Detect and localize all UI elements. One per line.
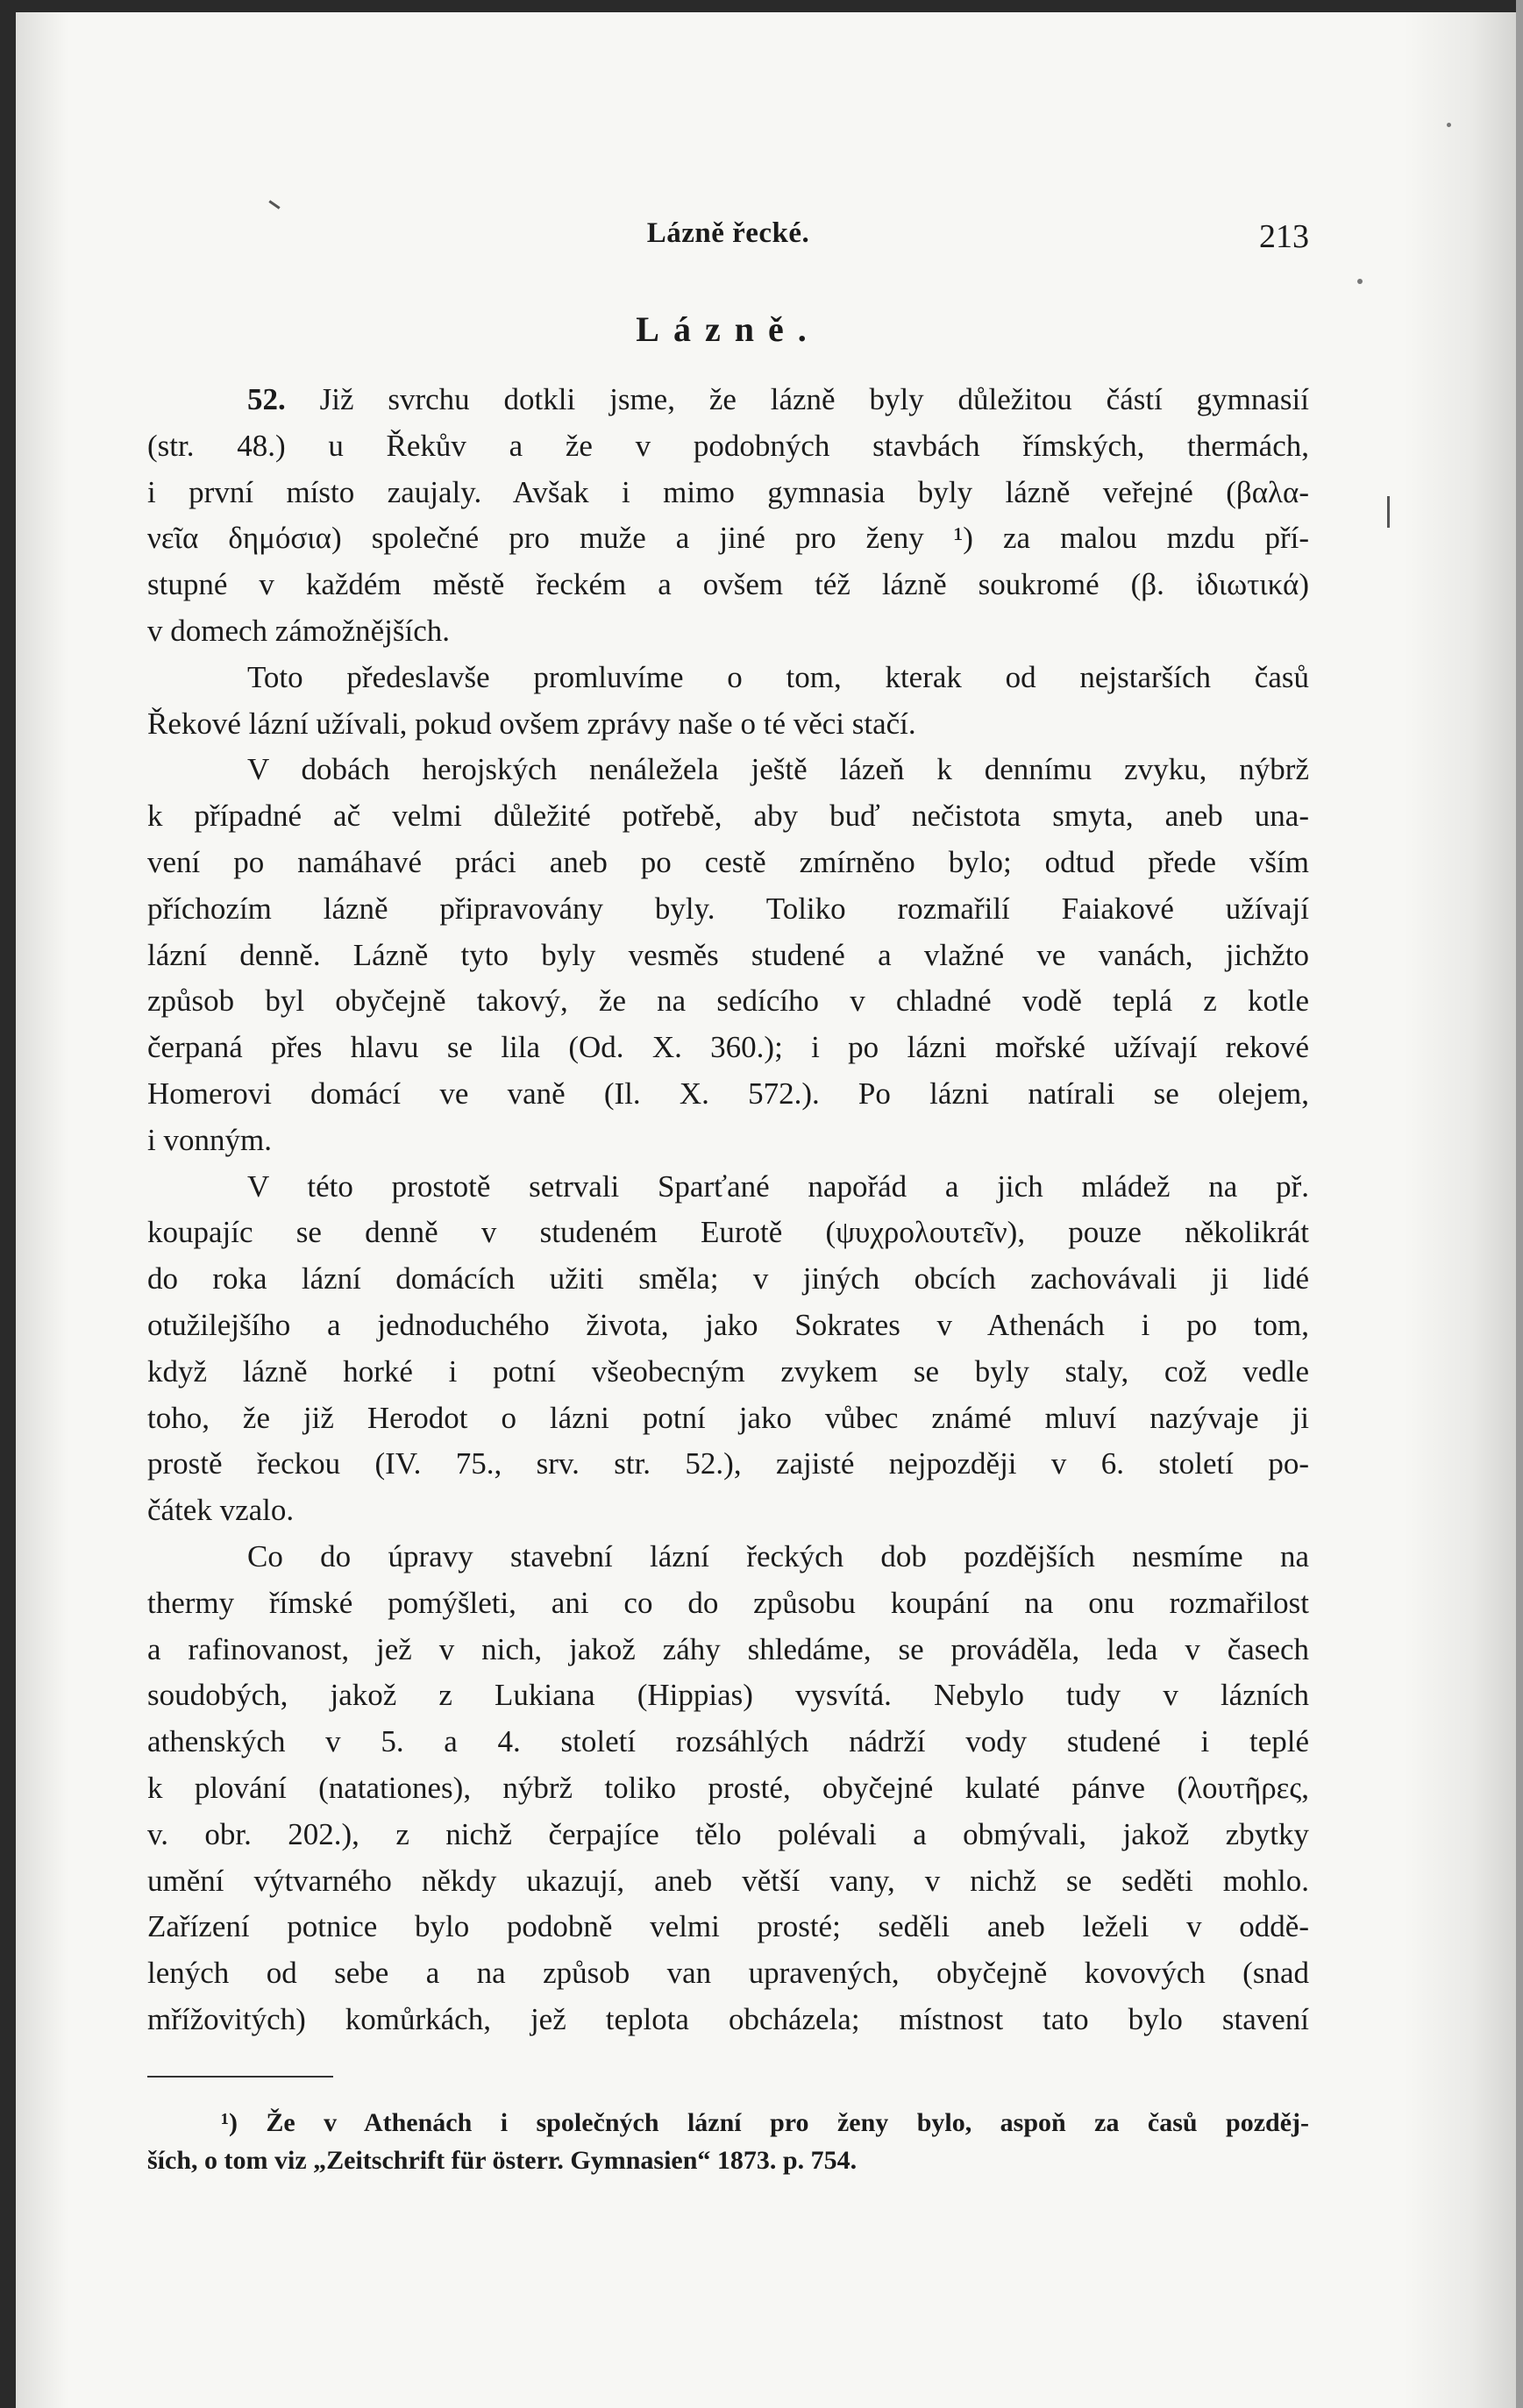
scan-speck — [1357, 279, 1363, 284]
text-line: vení po namáhavé práci aneb po cestě zmírněno bylo; odtud přede vším — [147, 844, 1309, 879]
text-line: Homerovi domácí ve vaně (Il. X. 572.). Po lázni natírali se olejem, — [147, 1076, 1309, 1111]
scan-border-top — [0, 0, 1523, 12]
page-shadow-left — [16, 12, 68, 2408]
footnote-line: ších, o tom viz „Zeitschrift für österr. Gymnasien“ 1873. p. 754. — [147, 2146, 858, 2175]
section-title: Lázně. — [636, 309, 821, 349]
text-line: příchozím lázně připravovány byly. Toliko rozmařilí Faiakové užívají — [147, 891, 1309, 926]
text-line: když lázně horké i potní všeobecným zvykem se byly staly, což vedle — [147, 1353, 1309, 1389]
footnotes — [147, 2104, 1309, 2179]
text-line: athenských v 5. a 4. století rozsáhlých nádrží vody studené i teplé — [147, 1724, 1309, 1759]
running-head: Lázně řecké. — [646, 217, 810, 249]
text-line: lázní denně. Lázně tyto byly vesměs studené a vlažné ve vanách, jichžto — [147, 937, 1309, 972]
text-line: Toto předeslavše promluvíme o tom, kterak od nejstarších časů — [247, 659, 1309, 694]
text-line: soudobých, jakož z Lukiana (Hippias) vysvítá. Nebylo tudy v lázních — [147, 1678, 1309, 1713]
scan-speck — [1387, 496, 1390, 528]
text-line: prostě řeckou (IV. 75., srv. str. 52.), zajisté nejpozději v 6. století po- — [147, 1446, 1309, 1481]
text-line: lených od sebe a na způsob van upravených, obyčejně kovových (snad — [147, 1956, 1309, 1991]
page-shadow-right — [1403, 12, 1516, 2408]
text-line: V dobách herojských nenáležela ještě lázeň k dennímu zvyku, nýbrž — [247, 752, 1309, 787]
scan-speck — [268, 200, 280, 209]
text-line: (str. 48.) u Řekův a že v podobných stavbách římských, thermách, — [147, 428, 1309, 463]
text-line: k případné ač velmi důležité potřebě, aby buď nečistota smyta, aneb una- — [147, 799, 1309, 834]
footnote-rule — [147, 2076, 333, 2078]
footnote-line: ¹) Že v Athenách i společných lázní pro ženy bylo, aspoň za časů pozděj- — [221, 2108, 1309, 2137]
text-line: Řekové lázní užívali, pokud ovšem zprávy naše o té věci stačí. — [147, 706, 916, 741]
text-line: Zařízení potnice bylo podobně velmi prosté; seděli aneb leželi v oddě- — [147, 1909, 1309, 1944]
scan-speck — [1447, 123, 1451, 127]
text-line: umění výtvarného někdy ukazují, aneb větší vany, v nichž se seděti mohlo. — [147, 1863, 1309, 1898]
text-line: do roka lázní domácích užiti směla; v jiných obcích zachovávali ji lidé — [147, 1261, 1309, 1296]
text-line: Co do úpravy stavební lázní řeckých dob pozdějších nesmíme na — [247, 1538, 1309, 1573]
text-line: stupné v každém městě řeckém a ovšem též lázně soukromé (β. ἰδιωτικά) — [147, 567, 1309, 602]
text-line: thermy římské pomýšleti, ani co do způsobu koupání na onu rozmařilost — [147, 1585, 1309, 1620]
page-number: 213 — [1259, 218, 1309, 255]
text-line: mřížovitých) komůrkách, jež teplota obcházela; místnost tato bylo stavení — [147, 2001, 1309, 2036]
text-line: a rafinovanost, jež v nich, jakož záhy shledáme, se prováděla, leda v časech — [147, 1631, 1309, 1666]
text-line: čátek vzalo. — [147, 1493, 295, 1528]
body-text — [147, 377, 1309, 2043]
scan-border-left — [0, 0, 16, 2408]
text-line: k plování (natationes), nýbrž toliko prosté, obyčejné kulaté pánve (λουτῆρες, — [147, 1770, 1309, 1805]
scan-border-right — [1516, 0, 1523, 2408]
text-line: 52. Již svrchu dotkli jsme, že lázně byly důležitou částí gymnasií — [247, 382, 1309, 416]
text-line: v domech zámožnějších. — [147, 613, 451, 648]
text-line: V této prostotě setrvali Sparťané napořád a jich mládež na př. — [247, 1168, 1309, 1204]
section-number: 52. — [247, 382, 286, 416]
text-line: i vonným. — [147, 1122, 272, 1157]
page-header — [147, 217, 1309, 255]
text-line: způsob byl obyčejně takový, že na sedícího v chladné vodě teplá z kotle — [147, 984, 1309, 1019]
text-line: i první místo zaujaly. Avšak i mimo gymnasia byly lázně veřejné (βαλα- — [147, 474, 1309, 509]
text-line: v. obr. 202.), z nichž čerpajíce tělo polévali a obmývali, jakož zbytky — [147, 1816, 1309, 1851]
text-line: čerpaná přes hlavu se lila (Od. X. 360.); i po lázni mořské užívají rekové — [147, 1030, 1309, 1065]
text-line: νεῖα δημόσια) společné pro muže a jiné pro ženy ¹) za malou mzdu pří- — [147, 521, 1309, 556]
text-line: otužilejšího a jednoduchého života, jako Sokrates v Athenách i po tom, — [147, 1307, 1309, 1342]
text-line: koupajíc se denně v studeném Eurotě (ψυχρολουτεῖν), pouze několikrát — [147, 1215, 1309, 1250]
text-line: toho, že již Herodot o lázni potní jako vůbec známé mluví nazývaje ji — [147, 1400, 1309, 1435]
